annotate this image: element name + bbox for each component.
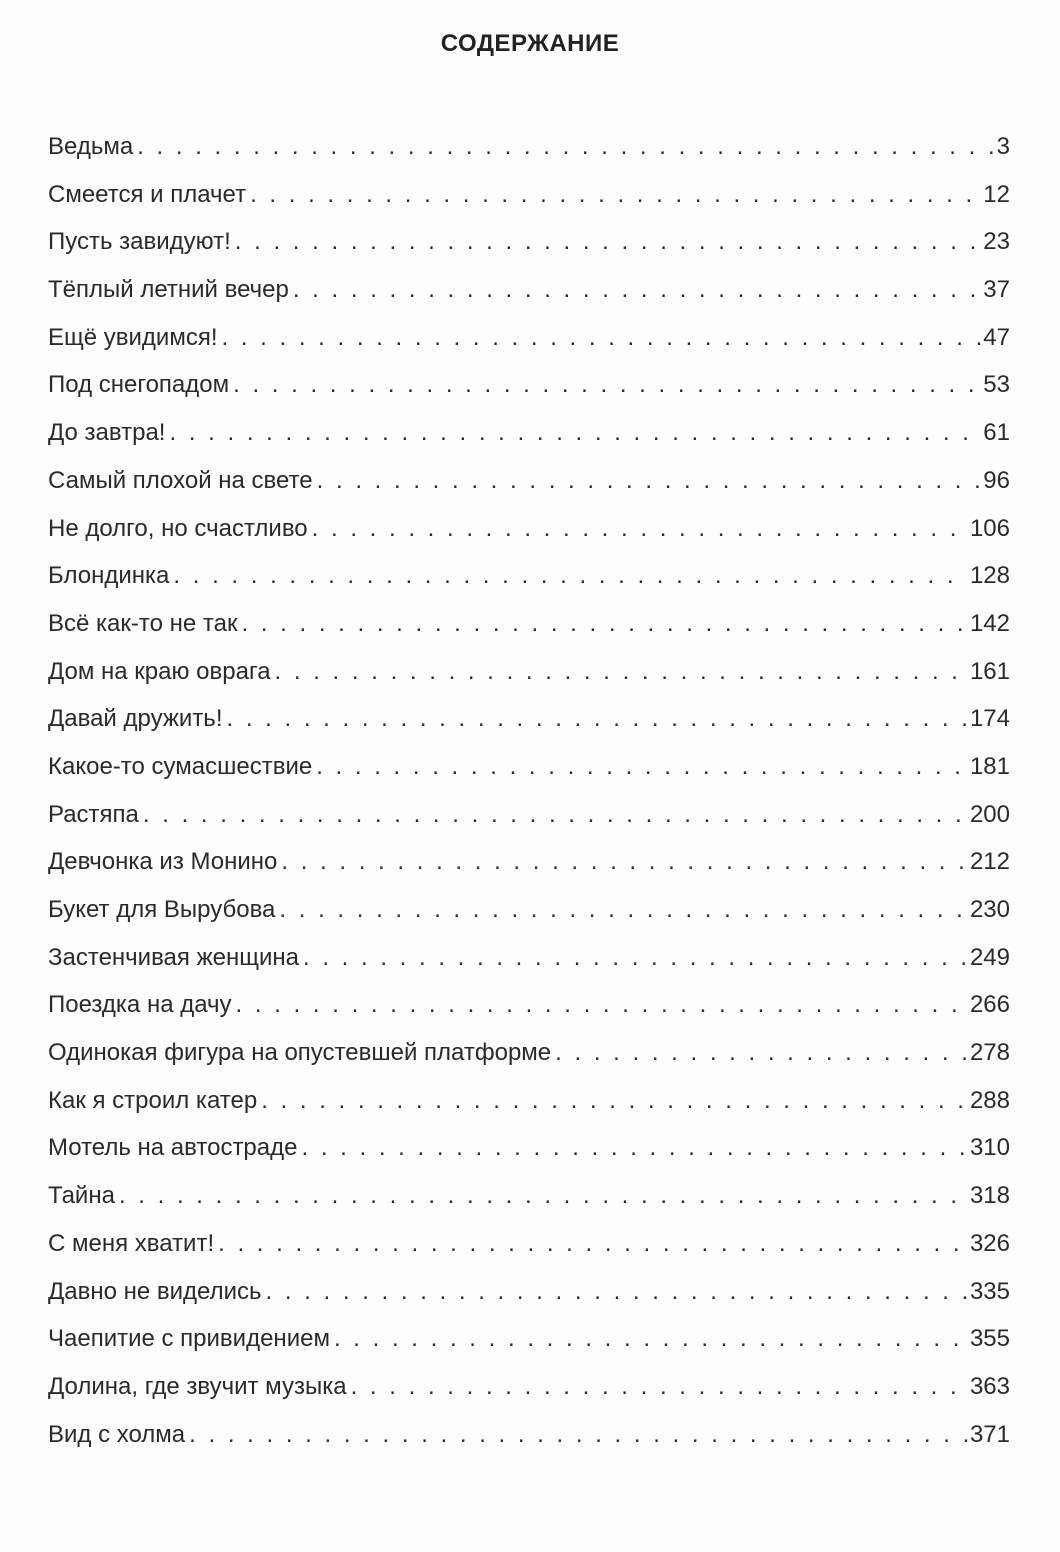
- toc-entry-title: Тайна: [48, 1182, 115, 1210]
- toc-entry: [48, 1268, 1010, 1316]
- toc-entry-title: Как я строил катер: [48, 1086, 258, 1114]
- toc-entry-title: Мотель на автостраде: [48, 1134, 298, 1162]
- dot-leader: [261, 1077, 968, 1125]
- dot-leader: [173, 552, 968, 600]
- toc-entry-page-number: 12: [983, 180, 1010, 208]
- toc-entry-title: Растяпа: [48, 800, 139, 828]
- toc-entry: [48, 743, 1010, 791]
- toc-entry-title: Блондинка: [48, 562, 170, 590]
- toc-entry-page-number: 200: [969, 800, 1010, 828]
- toc-entry: [48, 648, 1010, 696]
- toc-entry-title: Одинокая фигура на опустевшей платформе: [48, 1039, 552, 1067]
- toc-entry-page-number: 363: [969, 1372, 1010, 1400]
- dot-leader: [316, 743, 968, 791]
- toc-entry: [48, 1172, 1010, 1220]
- toc-entry-title: Девчонка из Монино: [48, 848, 278, 876]
- toc-entry-page-number: 23: [983, 228, 1010, 256]
- dot-leader: [189, 1411, 968, 1459]
- toc-entry-title: Поездка на дачу: [48, 991, 232, 1019]
- dot-leader: [317, 457, 982, 505]
- toc-entry-page-number: 249: [969, 943, 1010, 971]
- toc-entry-title: Всё как-то не так: [48, 609, 238, 637]
- toc-entry-title: Не долго, но счастливо: [48, 514, 308, 542]
- dot-leader: [119, 1172, 968, 1220]
- toc-entry-page-number: 355: [969, 1325, 1010, 1353]
- toc-entry-title: Долина, где звучит музыка: [48, 1372, 347, 1400]
- toc-entry: [48, 361, 1010, 409]
- toc-entry-title: Ещё увидимся!: [48, 323, 218, 351]
- toc-entry-page-number: 37: [983, 276, 1010, 304]
- toc-entry: [48, 695, 1010, 743]
- toc-entry: [48, 266, 1010, 314]
- toc-entry: [48, 1077, 1010, 1125]
- dot-leader: [334, 1315, 968, 1363]
- toc-entry: [48, 1315, 1010, 1363]
- dot-leader: [241, 600, 967, 648]
- dot-leader: [279, 886, 968, 934]
- toc-entry-page-number: 174: [969, 705, 1010, 733]
- toc-entry-page-number: 181: [969, 752, 1010, 780]
- toc-entry: [48, 981, 1010, 1029]
- toc-entry-title: До завтра!: [48, 419, 166, 447]
- toc-entry: [48, 218, 1010, 266]
- table-of-contents: [48, 123, 1010, 1458]
- toc-entry: [48, 791, 1010, 839]
- toc-entry: [48, 171, 1010, 219]
- dot-leader: [312, 505, 968, 553]
- dot-leader: [233, 361, 981, 409]
- toc-entry-title: Ведьма: [48, 133, 134, 160]
- toc-entry-title: Какое-то сумасшествие: [48, 752, 313, 780]
- dot-leader: [137, 123, 994, 171]
- dot-leader: [351, 1363, 968, 1411]
- dot-leader: [250, 171, 981, 219]
- toc-entry-page-number: 106: [969, 514, 1010, 542]
- toc-entry-page-number: 288: [969, 1086, 1010, 1114]
- toc-entry: [48, 886, 1010, 934]
- toc-entry: [48, 409, 1010, 457]
- dot-leader: [218, 1220, 968, 1268]
- toc-entry-title: Букет для Вырубова: [48, 896, 276, 923]
- toc-entry: [48, 1363, 1010, 1411]
- dot-leader: [236, 981, 968, 1029]
- toc-entry-page-number: 3: [996, 133, 1010, 160]
- toc-entry-page-number: 53: [983, 371, 1010, 399]
- toc-entry-title: Вид с холма: [48, 1420, 186, 1448]
- toc-entry: [48, 600, 1010, 648]
- toc-entry: [48, 552, 1010, 600]
- dot-leader: [303, 934, 968, 982]
- toc-entry-page-number: 142: [969, 609, 1010, 637]
- toc-entry-title: Чаепитие с привидением: [48, 1325, 330, 1353]
- dot-leader: [226, 695, 967, 743]
- toc-entry-title: Самый плохой на свете: [48, 466, 313, 494]
- toc-entry-title: Смеется и плачет: [48, 180, 247, 208]
- dot-leader: [143, 791, 968, 839]
- dot-leader: [275, 648, 968, 696]
- toc-entry-page-number: 326: [969, 1229, 1010, 1257]
- dot-leader: [169, 409, 981, 457]
- toc-entry-title: Застенчивая женщина: [48, 943, 299, 971]
- toc-entry-title: Пусть завидуют!: [48, 228, 231, 256]
- toc-entry: [48, 123, 1010, 171]
- toc-entry: [48, 314, 1010, 362]
- dot-leader: [293, 266, 981, 314]
- page-title: СОДЕРЖАНИЕ: [440, 30, 620, 57]
- toc-entry-page-number: 266: [969, 991, 1010, 1019]
- toc-entry: [48, 1220, 1010, 1268]
- toc-entry: [48, 1029, 1010, 1077]
- toc-entry-title: Давно не виделись: [48, 1277, 262, 1305]
- toc-entry: [48, 505, 1010, 553]
- toc-entry-page-number: 128: [969, 562, 1010, 590]
- toc-entry-title: Давай дружить!: [48, 705, 223, 733]
- dot-leader: [266, 1268, 968, 1316]
- toc-entry: [48, 457, 1010, 505]
- toc-entry-page-number: 230: [969, 896, 1010, 923]
- toc-entry-title: С меня хватит!: [48, 1229, 215, 1257]
- dot-leader: [222, 314, 982, 362]
- toc-entry-page-number: 318: [969, 1182, 1010, 1210]
- toc-entry-page-number: 161: [969, 657, 1010, 685]
- toc-entry-page-number: 61: [983, 419, 1010, 447]
- toc-entry-title: Тёплый летний вечер: [48, 276, 289, 304]
- toc-entry: [48, 838, 1010, 886]
- toc-entry: [48, 1411, 1010, 1459]
- dot-leader: [235, 218, 982, 266]
- dot-leader: [301, 1124, 967, 1172]
- toc-entry-page-number: 96: [983, 466, 1010, 494]
- dot-leader: [555, 1029, 968, 1077]
- dot-leader: [281, 838, 968, 886]
- toc-entry-page-number: 212: [969, 848, 1010, 876]
- toc-entry-title: Дом на краю оврага: [48, 657, 271, 685]
- toc-entry-page-number: 371: [969, 1420, 1010, 1448]
- toc-entry-page-number: 310: [969, 1134, 1010, 1162]
- toc-entry-page-number: 335: [969, 1277, 1010, 1305]
- toc-entry: [48, 1124, 1010, 1172]
- toc-entry: [48, 934, 1010, 982]
- toc-entry-title: Под снегопадом: [48, 371, 230, 399]
- toc-entry-page-number: 47: [983, 323, 1010, 351]
- toc-entry-page-number: 278: [969, 1039, 1010, 1067]
